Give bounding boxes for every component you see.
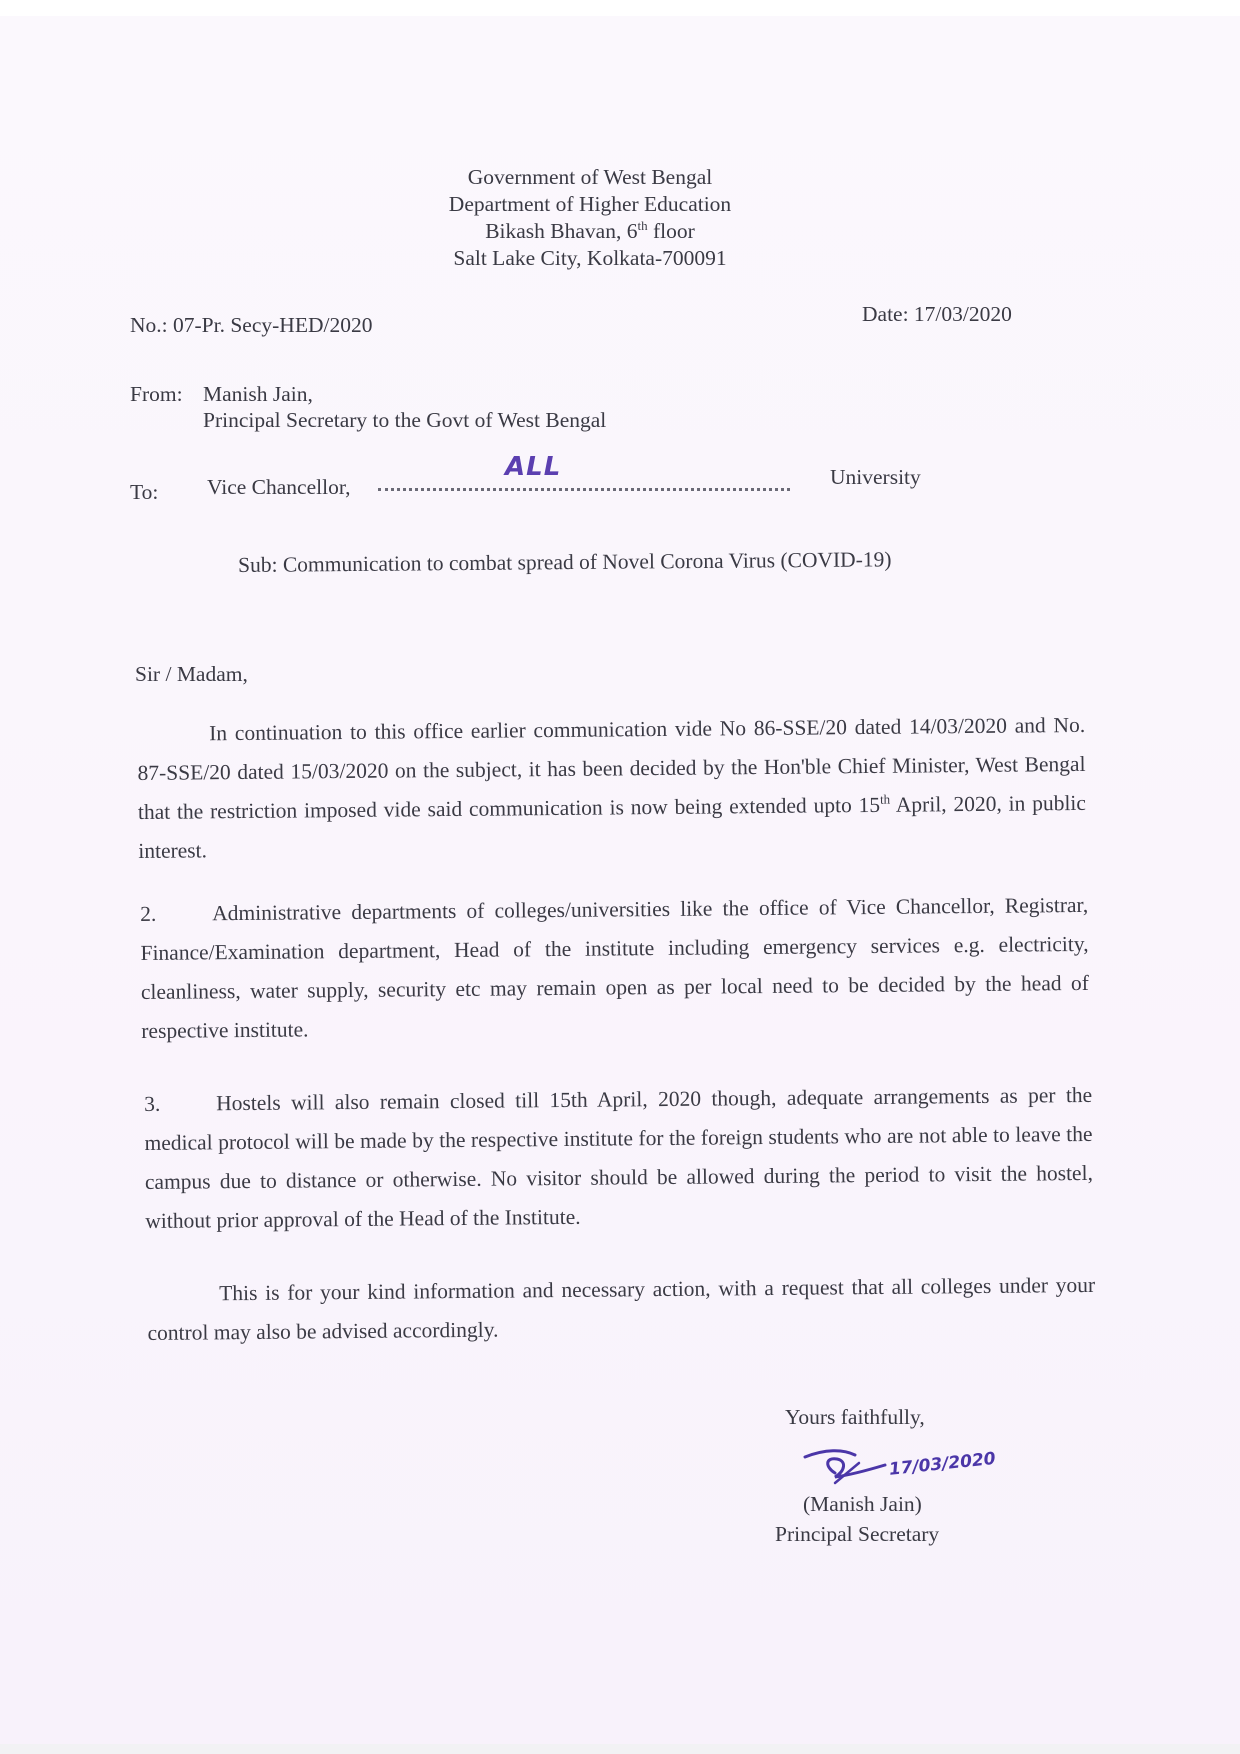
- reference-number: No.: 07-Pr. Secy-HED/2020: [130, 313, 373, 337]
- scan-bottom-margin: [0, 1744, 1240, 1754]
- subject-line: Sub: Communication to combat spread of Novel Corona Virus (COVID-19): [238, 547, 892, 577]
- to-university: University: [830, 465, 921, 489]
- paragraph-3-number: 3.: [144, 1091, 161, 1116]
- signatory-name: (Manish Jain): [803, 1492, 922, 1516]
- to-recipient: Vice Chancellor,: [207, 475, 351, 499]
- signature-date: 17/03/2020: [888, 1448, 997, 1480]
- from-title: Principal Secretary to the Govt of West Bengal: [203, 408, 607, 432]
- paragraph-2-number: 2.: [140, 901, 157, 926]
- salutation: Sir / Madam,: [135, 662, 248, 686]
- paragraph-2: 2. Administrative departments of colleges/universities like the office of Vice Chancellor, Registrar, Finance/Examination department, Head of the institute including emergency services e.g. electricity, cleanliness, water supply, security etc may remain open as per local need to be decided by the head of respective institute.: [140, 892, 1090, 1043]
- letterhead-city: Salt Lake City, Kolkata-700091: [453, 246, 727, 270]
- valediction: Yours faithfully,: [785, 1405, 925, 1429]
- letterhead-government: Government of West Bengal: [467, 165, 713, 189]
- paragraph-1: In continuation to this office earlier communication vide No 86-SSE/20 dated 14/03/2020 and No. 87-SSE/20 dated 15/03/2020 on the subject, it has been decided by the Hon'ble Chief Minister, West Bengal that the restriction imposed vide said communication is now being extended upto 15th April, 2020, in public interest.: [137, 712, 1087, 863]
- reference-date: Date: 17/03/2020: [862, 302, 1012, 326]
- to-handwritten-all: ALL: [505, 452, 562, 482]
- letterhead: [400, 164, 780, 272]
- signatory-title: Principal Secretary: [775, 1522, 940, 1546]
- from-label: From:: [130, 382, 183, 406]
- from-name: Manish Jain,: [203, 382, 313, 406]
- paragraph-3: 3. Hostels will also remain closed till 15th April, 2020 though, adequate arrangements as per the medical protocol will be made by the respective institute for the foreign students who are not able to leave the campus due to distance or otherwise. No visitor should be allowed during the period to visit the hostel, without prior approval of the Head of the Institute.: [144, 1082, 1094, 1233]
- to-label: To:: [130, 480, 159, 504]
- paragraph-4: This is for your kind information and necessary action, with a request that all colleges under your control may also be advised accordingly.: [147, 1272, 1096, 1345]
- scan-top-margin: [0, 0, 1240, 16]
- letterhead-building: Bikash Bhavan, 6th floor: [485, 217, 695, 243]
- letterhead-department: Department of Higher Education: [448, 192, 732, 216]
- to-dotted-line: [378, 470, 790, 491]
